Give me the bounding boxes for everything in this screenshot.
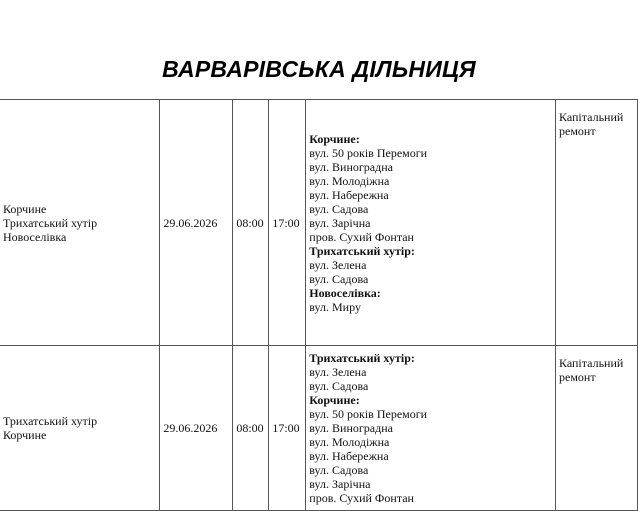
locality-heading: Корчине: bbox=[309, 393, 360, 407]
village-name: Корчине bbox=[3, 201, 47, 216]
street-name: вул. Миру bbox=[309, 299, 361, 314]
village-name: Новоселівка bbox=[3, 229, 67, 244]
start-time-cell: 08:00 bbox=[233, 346, 269, 511]
end-time-cell: 17:00 bbox=[269, 346, 306, 511]
table-row bbox=[0, 346, 638, 511]
schedule-table bbox=[0, 99, 638, 511]
street-name: пров. Сухий Фонтан bbox=[309, 229, 414, 244]
table-row bbox=[0, 100, 638, 346]
street-name: пров. Сухий Фонтан bbox=[309, 491, 414, 505]
locality-heading: Трихатський хутір: bbox=[309, 351, 415, 365]
work-type-cell: Капітальний ремонт bbox=[556, 346, 638, 511]
street-name: вул. Зелена bbox=[309, 365, 367, 379]
locality-heading: Трихатський хутір: bbox=[309, 243, 415, 258]
streets-cell bbox=[306, 100, 556, 346]
street-name: вул. 50 років Перемоги bbox=[309, 145, 428, 160]
schedule-rows bbox=[0, 100, 638, 511]
village-name: Корчине bbox=[3, 428, 47, 442]
street-name: вул. Садова bbox=[309, 463, 369, 477]
street-name: вул. Зарічна bbox=[309, 215, 371, 230]
street-name: вул. Садова bbox=[309, 271, 369, 286]
start-time-cell: 08:00 bbox=[233, 100, 269, 346]
end-time-cell: 17:00 bbox=[269, 100, 306, 346]
village-name: Трихатський хутір bbox=[3, 414, 98, 428]
street-name: вул. Виноградна bbox=[309, 159, 393, 174]
date-cell: 29.06.2026 bbox=[160, 100, 233, 346]
page-title: ВАРВАРІВСЬКА ДІЛЬНИЦЯ bbox=[162, 56, 476, 82]
date-cell: 29.06.2026 bbox=[160, 346, 233, 511]
street-name: вул. Набережна bbox=[309, 449, 389, 463]
street-name: вул. Садова bbox=[309, 201, 369, 216]
street-name: вул. Зелена bbox=[309, 257, 367, 272]
work-type-cell: Капітальний ремонт bbox=[556, 100, 638, 346]
villages-cell bbox=[0, 100, 160, 346]
locality-heading: Корчине: bbox=[309, 131, 360, 146]
street-name: вул. Виноградна bbox=[309, 421, 393, 435]
street-name: вул. Садова bbox=[309, 379, 369, 393]
villages-cell bbox=[0, 346, 160, 511]
village-name: Трихатський хутір bbox=[3, 215, 98, 230]
street-name: вул. Набережна bbox=[309, 187, 389, 202]
streets-cell bbox=[306, 346, 556, 511]
street-name: вул. Молодіжна bbox=[309, 435, 390, 449]
locality-heading: Новоселівка: bbox=[309, 285, 381, 300]
street-name: вул. 50 років Перемоги bbox=[309, 407, 428, 421]
street-name: вул. Молодіжна bbox=[309, 173, 390, 188]
street-name: вул. Зарічна bbox=[309, 477, 371, 491]
